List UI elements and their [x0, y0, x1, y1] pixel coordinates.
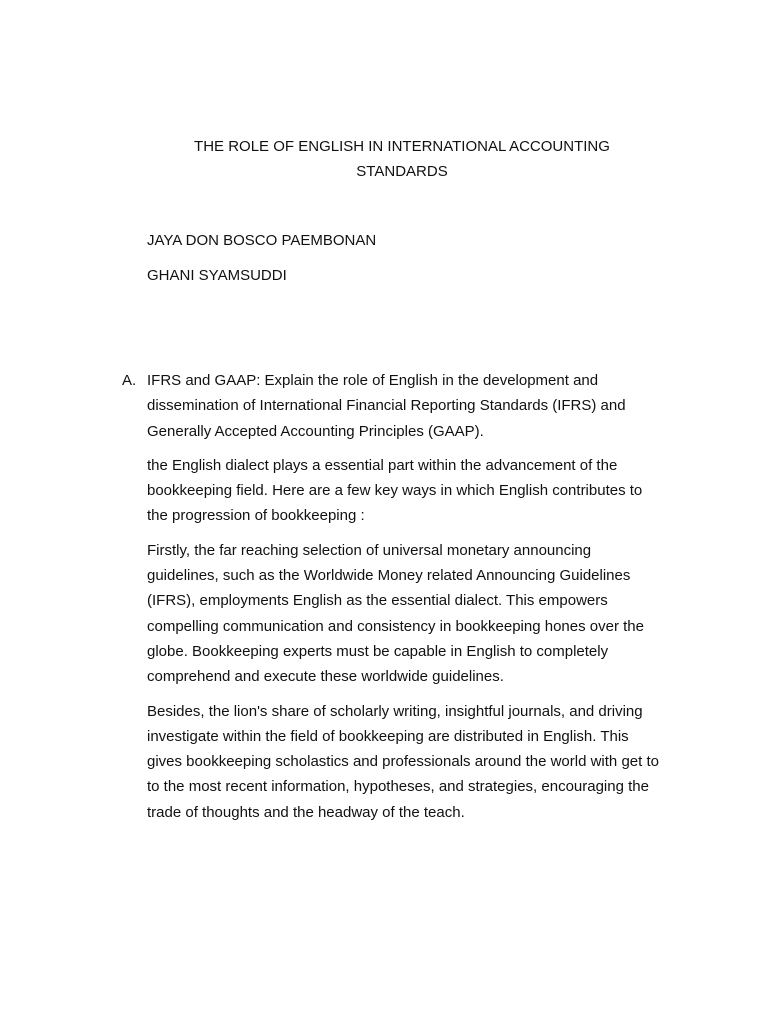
section-heading-paragraph: IFRS and GAAP: Explain the role of English in the development and dissemination of International Financial Reporting Standards (IFRS) and Generally Accepted Accounting Principles (GAAP). — [147, 372, 626, 440]
body-paragraph: Firstly, the far reaching selection of universal monetary announcing guidelines, such as the Worldwide Money related Announcing Guidelines (IFRS), employments English as the essential dialect. This empowers compelling communication and consistency in bookkeeping hones over the globe. Bookkeeping experts must be capable in English to completely comprehend and execute these worldwide guidelines. — [147, 541, 644, 686]
body-paragraph: the English dialect plays a essential part within the advancement of the bookkeeping field. Here are a few key ways in which English contributes to the progression of bookkeeping : — [147, 456, 643, 525]
author-name: GHANI SYAMSUDDI — [147, 267, 287, 284]
section-marker: A. — [122, 372, 137, 389]
document-title: THE ROLE OF ENGLISH IN INTERNATIONAL ACCOUNTING STANDARDS — [194, 138, 610, 180]
author-name: JAYA DON BOSCO PAEMBONAN — [147, 232, 377, 249]
body-paragraph: Besides, the lion's share of scholarly writing, insightful journals, and driving investigate within the field of bookkeeping are distributed in English. This gives bookkeeping scholastics and professionals around the world with get to to the most recent information, hypotheses, and strategies, encouraging the trade of thoughts and the headway of the teach. — [147, 702, 659, 821]
section-body — [147, 368, 662, 834]
